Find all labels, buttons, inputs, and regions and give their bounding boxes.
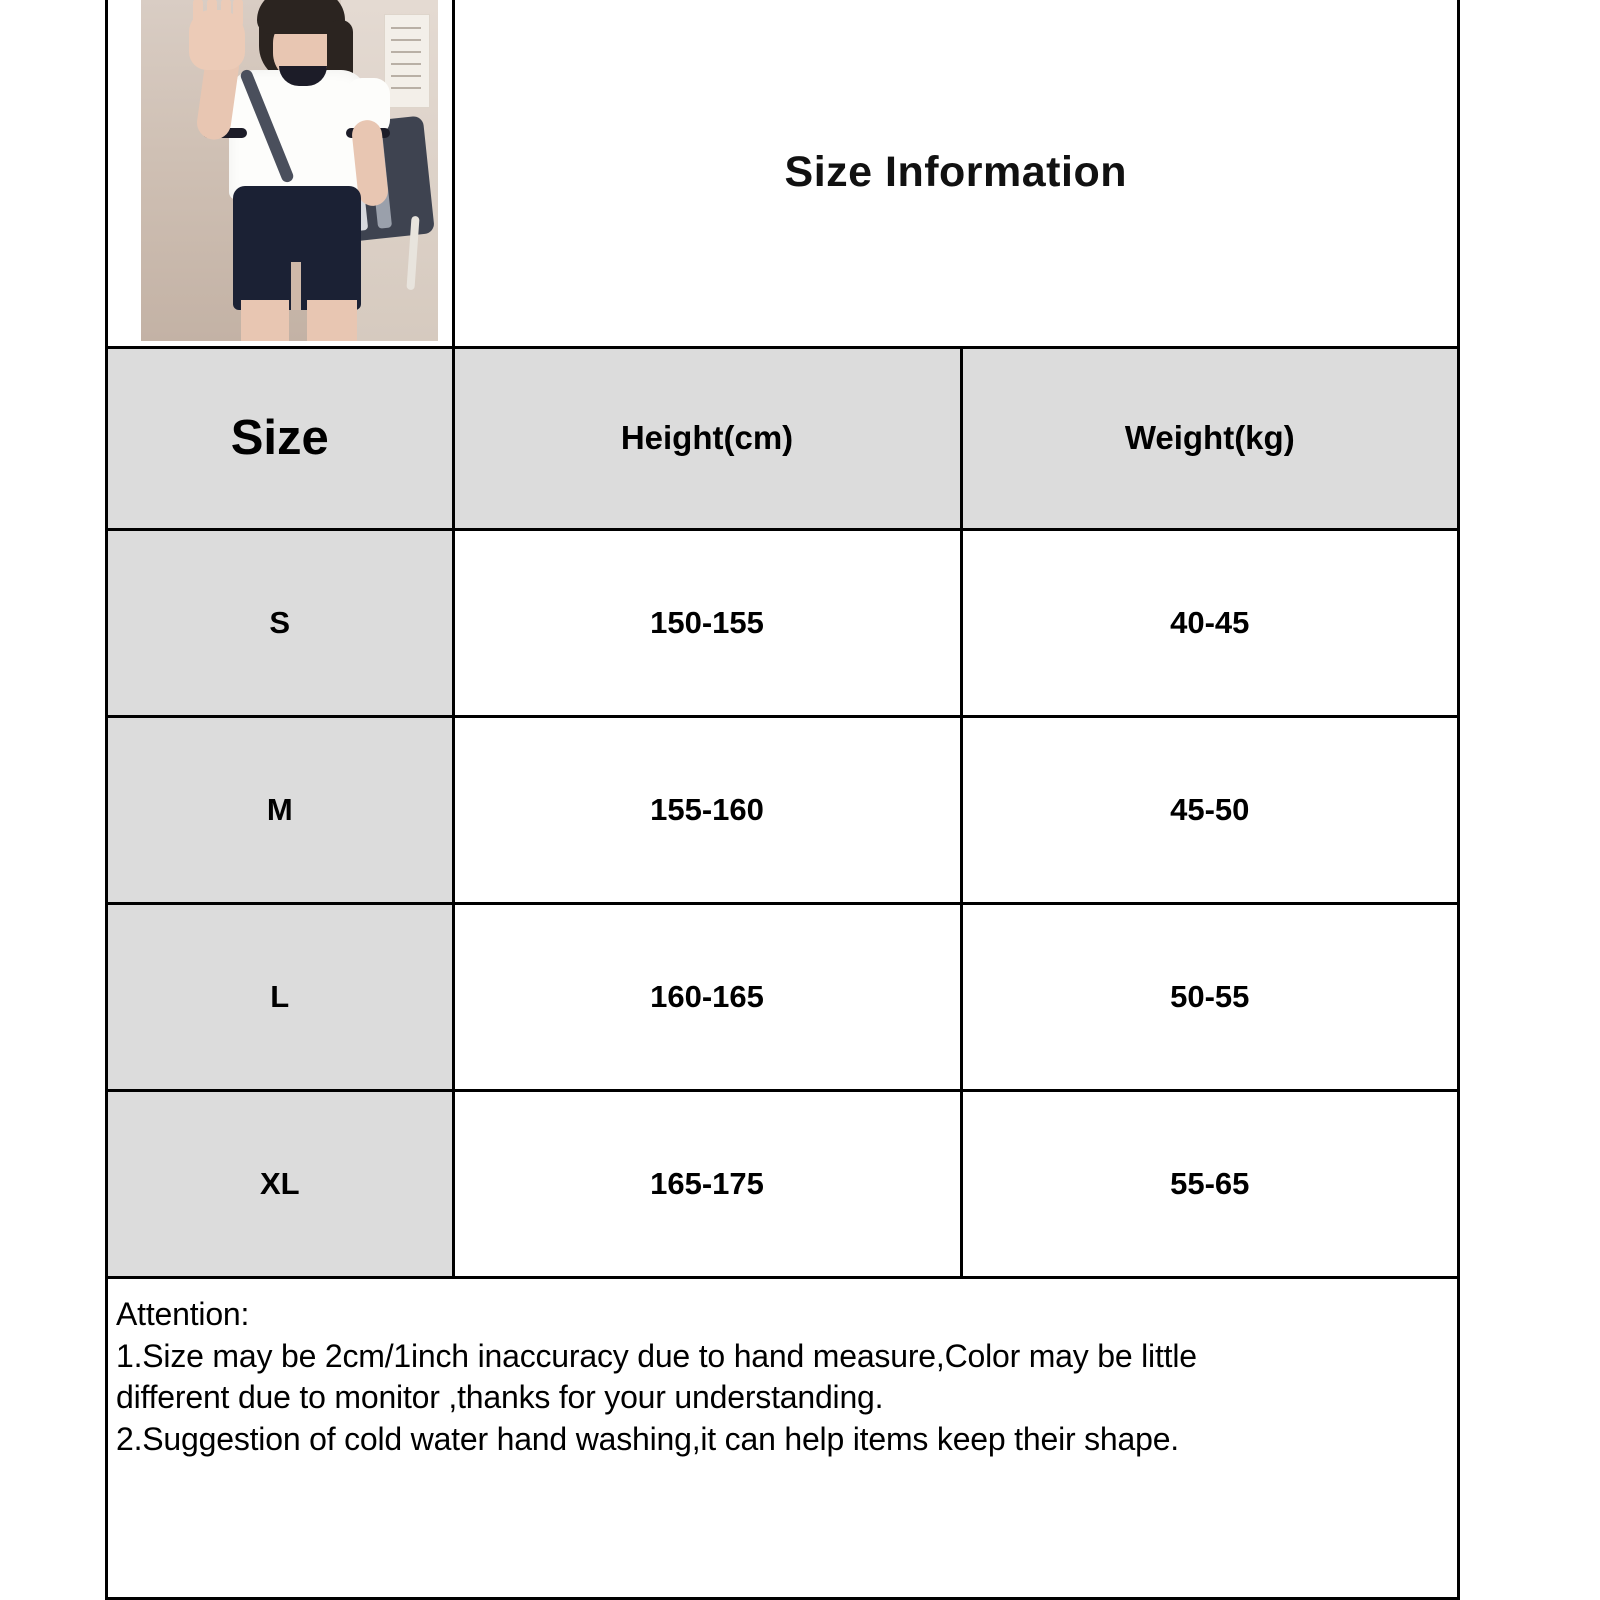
header-size-label: Size [230, 411, 329, 465]
cell-height: 160-165 [453, 903, 961, 1090]
cell-height: 150-155 [453, 529, 961, 716]
header-weight [961, 347, 1457, 529]
attention-block [108, 1288, 1457, 1460]
cell-height: 165-175 [453, 1090, 961, 1277]
table-row [108, 716, 1457, 903]
cell-weight: 40-45 [961, 529, 1457, 716]
product-photo [141, 0, 438, 341]
cell-size: S [108, 529, 453, 716]
photo-model-leg-left [241, 300, 289, 341]
header-height [453, 347, 961, 529]
cell-size: L [108, 903, 453, 1090]
cell-weight: 50-55 [961, 903, 1457, 1090]
table-row-column-headers [108, 347, 1457, 529]
size-information-table [108, 0, 1457, 1279]
header-height-label: Height(cm) [620, 419, 794, 456]
attention-heading: Attention: [116, 1296, 250, 1332]
table-row [108, 529, 1457, 716]
table-row [108, 903, 1457, 1090]
attention-line-3: 2.Suggestion of cold water hand washing,it can help items keep their shape. [116, 1420, 1180, 1457]
cell-size: XL [108, 1090, 453, 1277]
product-photo-cell [108, 0, 453, 347]
attention-line-1: 1.Size may be 2cm/1inch inaccuracy due to hand measure,Color may be little [116, 1337, 1197, 1374]
title-cell [453, 0, 1457, 347]
cell-weight: 55-65 [961, 1090, 1457, 1277]
cell-weight: 45-50 [961, 716, 1457, 903]
photo-model-hand [189, 10, 245, 70]
size-chart-sheet [105, 0, 1460, 1600]
cell-size: M [108, 716, 453, 903]
attention-line-2: different due to monitor ,thanks for your understanding. [116, 1379, 884, 1416]
cell-height: 155-160 [453, 716, 961, 903]
photo-wall-poster [384, 14, 430, 108]
photo-model-leg-right [307, 300, 357, 341]
table-row [108, 1090, 1457, 1277]
header-weight-label: Weight(kg) [1124, 419, 1295, 456]
page-title: Size Information [784, 148, 1127, 197]
photo-model-shorts [233, 186, 361, 310]
table-row-header-title [108, 0, 1457, 347]
header-size [108, 347, 453, 529]
